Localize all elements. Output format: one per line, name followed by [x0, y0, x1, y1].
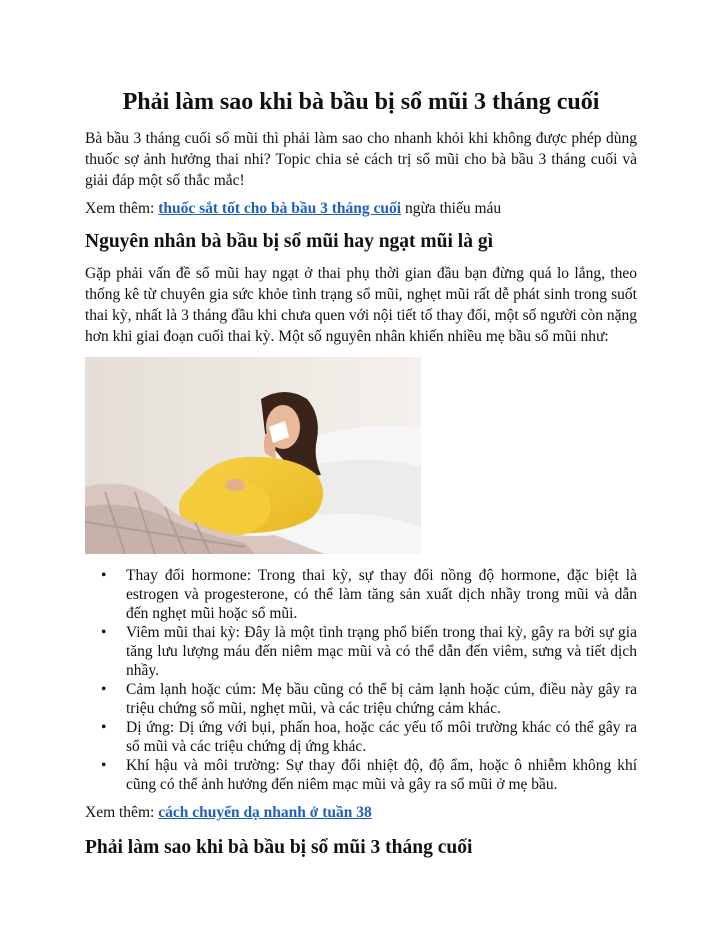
bullet-icon: •	[101, 719, 107, 736]
pregnant-woman-photo	[85, 357, 421, 554]
bullet-icon: •	[101, 624, 107, 641]
list-item-text: Viêm mũi thai kỳ: Đây là một tình trạng phổ biến trong thai kỳ, gây ra bởi sự gia tăng lưu lượng máu đến niêm mạc mũi và có thể dẫn đến viêm, sưng và tiết dịch nhầy.	[126, 624, 637, 679]
section-heading-causes: Nguyên nhân bà bầu bị sổ mũi hay ngạt mũi là gì	[85, 231, 494, 252]
bullet-icon: •	[101, 681, 107, 698]
article-title: Phải làm sao khi bà bầu bị sổ mũi 3 tháng cuối	[122, 89, 600, 115]
list-item	[85, 566, 637, 623]
list-item	[85, 718, 637, 756]
intro-paragraph: Bà bầu 3 tháng cuối sổ mũi thì phải làm sao cho nhanh khỏi khi không được phép dùng thuốc sợ ảnh hưởng thai nhi? Topic chia sẻ cách trị sổ mũi cho bà bầu 3 tháng cuối và giải đáp một số thắc mắc!	[85, 130, 637, 189]
causes-list	[85, 566, 637, 794]
causes-paragraph: Gặp phải vấn đề sổ mũi hay ngạt ở thai phụ thời gian đầu bạn đừng quá lo lắng, theo thống kê từ chuyên gia sức khỏe tình trạng sổ mũi, nghẹt mũi rất dễ phát sinh trong suốt thai kỳ, nhất là 3 tháng đầu khi chưa quen với nội tiết tố thay đổi, một số người còn nặng hơn khi giai đoạn cuối thai kỳ. Một số nguyên nhân khiến nhiều mẹ bầu sổ mũi như:	[85, 265, 637, 345]
labor-week-38-link[interactable]: cách chuyển dạ nhanh ở tuần 38	[158, 804, 372, 821]
section-heading-remedies: Phải làm sao khi bà bầu bị sổ mũi 3 tháng cuối	[85, 837, 473, 858]
bullet-icon: •	[101, 757, 107, 774]
see-more-suffix: ngừa thiếu máu	[401, 200, 502, 217]
list-item	[85, 680, 637, 718]
list-item-text: Thay đổi hormone: Trong thai kỳ, sự thay đổi nồng độ hormone, đặc biệt là estrogen và progesterone, có thể làm tăng sản xuất dịch nhầy trong mũi và dẫn đến nghẹt mũi hoặc sổ mũi.	[126, 567, 637, 622]
see-more-line-2	[85, 802, 637, 823]
list-item	[85, 756, 637, 794]
document-page	[85, 86, 637, 869]
list-item	[85, 623, 637, 680]
list-item-text: Khí hậu và môi trường: Sự thay đổi nhiệt độ, độ ẩm, hoặc ô nhiễm không khí cũng có thể ảnh hưởng đến niêm mạc mũi và gây ra sổ mũi ở mẹ bầu.	[126, 757, 637, 793]
iron-supplement-link[interactable]: thuốc sắt tốt cho bà bầu 3 tháng cuối	[158, 200, 402, 217]
pregnant-woman-illustration	[85, 357, 421, 554]
see-more-prefix: Xem thêm:	[85, 200, 159, 217]
see-more-line-1	[85, 198, 637, 219]
list-item-text: Dị ứng: Dị ứng với bụi, phấn hoa, hoặc các yếu tố môi trường khác có thể gây ra sổ mũi và các triệu chứng dị ứng khác.	[126, 719, 637, 755]
list-item-text: Cảm lạnh hoặc cúm: Mẹ bầu cũng có thể bị cảm lạnh hoặc cúm, điều này gây ra triệu chứng sổ mũi, nghẹt mũi, và các triệu chứng cảm khác.	[126, 681, 637, 717]
bullet-icon: •	[101, 567, 107, 584]
see-more-prefix: Xem thêm:	[85, 804, 159, 821]
